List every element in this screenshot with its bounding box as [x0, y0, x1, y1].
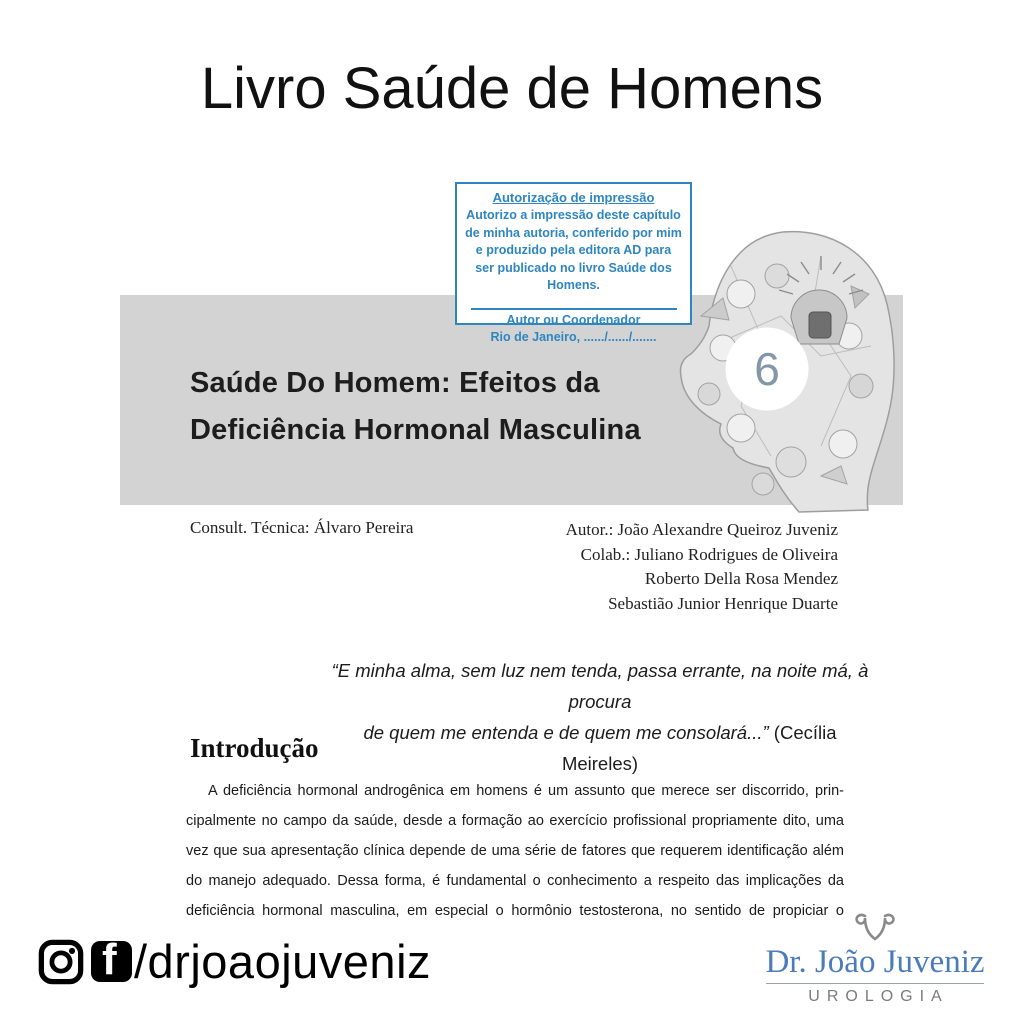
section-heading-introducao: Introdução [190, 733, 319, 763]
facebook-icon[interactable]: f [91, 941, 132, 982]
collaborator-credit: Roberto Della Rosa Mendez [644, 569, 838, 588]
authorization-box [455, 182, 692, 344]
paragraph-line: cipalmente no campo da saúde, desde a formação ao exercício profissional propriamente dito, uma [186, 813, 844, 829]
author-credit: Autor.: João Alexandre Queiroz Juveniz [565, 520, 838, 539]
doctor-name: Dr. João Juveniz [765, 944, 985, 980]
chapter-title-line1: Saúde Do Homem: Efeitos da [190, 367, 600, 399]
paragraph-line: deficiência hormonal masculina, em especial o hormônio testosterona, no sentido de propiciar o [186, 903, 844, 919]
social-media-block [38, 934, 431, 989]
signature-role-label: Autor ou Coordenador [506, 312, 641, 327]
logo-divider [766, 983, 984, 984]
urology-kidneys-icon [853, 912, 897, 944]
authorization-heading: Autorização de impressão [492, 190, 655, 205]
technical-consultant-credit: Consult. Técnica: Álvaro Pereira [190, 518, 414, 537]
paragraph-line: vez que sua apresentação clínica depende de uma série de fatores que requerem identificação além [186, 843, 844, 859]
specialty-label: UROLOGIA [808, 988, 949, 1005]
collaborator-credit: Sebastião Junior Henrique Duarte [608, 593, 838, 613]
paragraph-line: do manejo adequado. Dessa forma, é fundamental o conhecimento a respeito das implicações da [186, 873, 844, 889]
intro-paragraph [186, 776, 844, 926]
clinic-logo [758, 912, 992, 1006]
instagram-icon[interactable] [38, 939, 84, 985]
quote-attribution: (Cecília Meireles) [561, 722, 837, 774]
quote-line2 [330, 717, 870, 779]
quote-line2-text: de quem me entenda e de quem me consolará...” [363, 722, 769, 743]
quote-line1: “E minha alma, sem luz nem tenda, passa errante, na noite má, à procura [331, 660, 869, 712]
place-date-line: Rio de Janeiro, ....../....../....... [490, 329, 657, 344]
head-profile-collage-icon [671, 226, 903, 515]
signature-line [471, 308, 677, 310]
authors-credits [566, 518, 838, 616]
chapter-title-line2: Deficiência Hormonal Masculina [190, 414, 641, 446]
book-title: Livro Saúde de Homens [200, 56, 824, 121]
chapter-title [190, 360, 641, 454]
authorization-text: Autorizo a impressão deste capítulo de minha autoria, conferido por mim e produzido pela editora AD para ser publicado no livro Saúde dos Homens. [465, 208, 682, 292]
epigraph-quote [330, 655, 870, 779]
social-handle[interactable]: /drjoaojuveniz [134, 935, 432, 988]
chapter-number: 6 [754, 343, 780, 395]
collaborator-credit: Colab.: Juliano Rodrigues de Oliveira [580, 544, 838, 564]
paragraph-line: A deficiência hormonal androgênica em homens é um assunto que merece ser discorrido, prin- [208, 783, 844, 799]
